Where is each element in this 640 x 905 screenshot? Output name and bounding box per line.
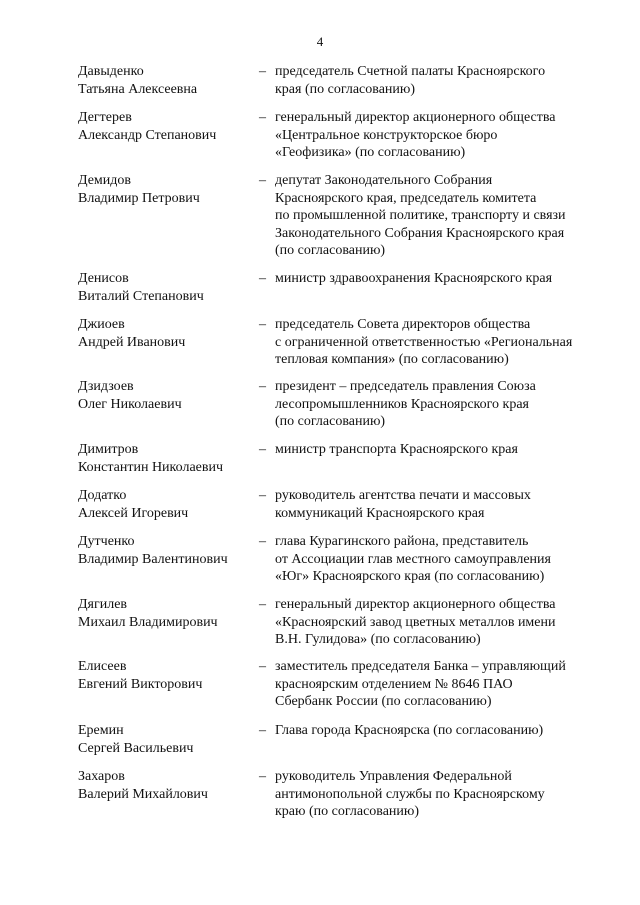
position-line: лесопромышленников Красноярского края <box>275 396 529 412</box>
member-name <box>78 596 248 631</box>
position-line: генеральный директор акционерного общества <box>275 110 556 125</box>
member-name <box>78 109 248 144</box>
member-given-names: Евгений Викторович <box>78 676 203 692</box>
position-line: В.Н. Гулидова» (по согласованию) <box>275 632 481 647</box>
position-line: председатель Счетной палаты Красноярского <box>275 64 546 79</box>
dash-separator: – <box>259 723 266 738</box>
member-given-names: Олег Николаевич <box>78 396 182 412</box>
position-line: «Юг» Красноярского края (по согласованию) <box>275 569 545 584</box>
member-position <box>275 270 605 288</box>
member-name <box>78 487 248 522</box>
member-given-names: Михаил Владимирович <box>78 614 218 630</box>
member-surname: Еремин <box>78 723 124 738</box>
member-position <box>275 441 605 459</box>
position-line: Красноярского края, председатель комитета <box>275 190 537 206</box>
position-line: депутат Законодательного Собрания <box>275 173 493 188</box>
position-line: края (по согласованию) <box>275 81 416 97</box>
member-position <box>275 109 605 162</box>
member-given-names: Константин Николаевич <box>78 459 224 475</box>
position-line: с ограниченной ответственностью «Региональная <box>275 334 573 350</box>
position-line: «Геофизика» (по согласованию) <box>275 145 466 160</box>
position-line: (по согласованию) <box>275 414 386 429</box>
position-line: Сбербанк России (по согласованию) <box>275 694 492 709</box>
member-surname: Давыденко <box>78 64 144 79</box>
dash-separator: – <box>259 597 266 612</box>
member-position <box>275 768 605 821</box>
member-name <box>78 316 248 351</box>
member-surname: Джиоев <box>78 317 125 332</box>
position-line: коммуникаций Красноярского края <box>275 505 485 521</box>
position-line: генеральный директор акционерного общества <box>275 597 556 612</box>
member-position <box>275 316 605 369</box>
member-given-names: Валерий Михайлович <box>78 786 208 802</box>
member-position <box>275 63 605 98</box>
member-given-names: Татьяна Алексеевна <box>78 81 198 97</box>
member-position <box>275 487 605 522</box>
member-surname: Демидов <box>78 173 132 188</box>
dash-separator: – <box>259 659 266 674</box>
position-line: от Ассоциации глав местного самоуправления <box>275 551 551 567</box>
member-given-names: Виталий Степанович <box>78 288 204 304</box>
position-line: (по согласованию) <box>275 243 386 258</box>
member-given-names: Владимир Петрович <box>78 190 200 206</box>
position-line: антимонопольной службы по Красноярскому <box>275 786 545 802</box>
member-name <box>78 768 248 803</box>
member-surname: Денисов <box>78 271 129 286</box>
member-surname: Дутченко <box>78 534 135 549</box>
member-surname: Дзидзоев <box>78 379 134 394</box>
member-name <box>78 378 248 413</box>
member-surname: Елисеев <box>78 659 127 674</box>
position-line: министр здравоохранения Красноярского края <box>275 271 553 286</box>
dash-separator: – <box>259 488 266 503</box>
member-name <box>78 658 248 693</box>
member-position <box>275 596 605 649</box>
member-given-names: Сергей Васильевич <box>78 740 194 756</box>
position-line: министр транспорта Красноярского края <box>275 442 518 457</box>
member-position <box>275 172 605 260</box>
position-line: по промышленной политике, транспорту и связи <box>275 208 566 223</box>
member-given-names: Александр Степанович <box>78 127 217 143</box>
position-line: президент – председатель правления Союза <box>275 379 536 394</box>
member-name <box>78 722 248 757</box>
page-number: 4 <box>316 34 324 49</box>
dash-separator: – <box>259 769 266 784</box>
position-line: тепловая компания» (по согласованию) <box>275 352 509 367</box>
member-name <box>78 533 248 568</box>
member-position <box>275 378 605 431</box>
dash-separator: – <box>259 534 266 549</box>
dash-separator: – <box>259 317 266 332</box>
dash-separator: – <box>259 64 266 79</box>
dash-separator: – <box>259 271 266 286</box>
dash-separator: – <box>259 379 266 394</box>
member-position <box>275 722 605 740</box>
member-given-names: Андрей Иванович <box>78 334 186 350</box>
member-surname: Додатко <box>78 488 127 503</box>
position-line: председатель Совета директоров общества <box>275 317 531 332</box>
member-surname: Дегтерев <box>78 110 132 125</box>
position-line: руководитель Управления Федеральной <box>275 769 512 784</box>
member-surname: Димитров <box>78 442 139 457</box>
member-given-names: Владимир Валентинович <box>78 551 228 567</box>
position-line: Законодательного Собрания Красноярского края <box>275 225 565 241</box>
member-name <box>78 441 248 476</box>
member-name <box>78 270 248 305</box>
member-surname: Дягилев <box>78 597 128 612</box>
dash-separator: – <box>259 173 266 188</box>
member-name <box>78 172 248 207</box>
member-name <box>78 63 248 98</box>
position-line: краю (по согласованию) <box>275 804 420 819</box>
position-line: Глава города Красноярска (по согласованию) <box>275 723 544 738</box>
member-surname: Захаров <box>78 769 125 784</box>
member-given-names: Алексей Игоревич <box>78 505 189 521</box>
dash-separator: – <box>259 110 266 125</box>
position-line: красноярским отделением № 8646 ПАО <box>275 676 513 692</box>
dash-separator: – <box>259 442 266 457</box>
position-line: руководитель агентства печати и массовых <box>275 488 531 503</box>
member-position <box>275 533 605 586</box>
position-line: заместитель председателя Банка – управляющий <box>275 659 566 674</box>
position-line: глава Курагинского района, представитель <box>275 534 529 549</box>
member-position <box>275 658 605 711</box>
position-line: «Центральное конструкторское бюро <box>275 127 498 143</box>
position-line: «Красноярский завод цветных металлов имени <box>275 614 556 630</box>
